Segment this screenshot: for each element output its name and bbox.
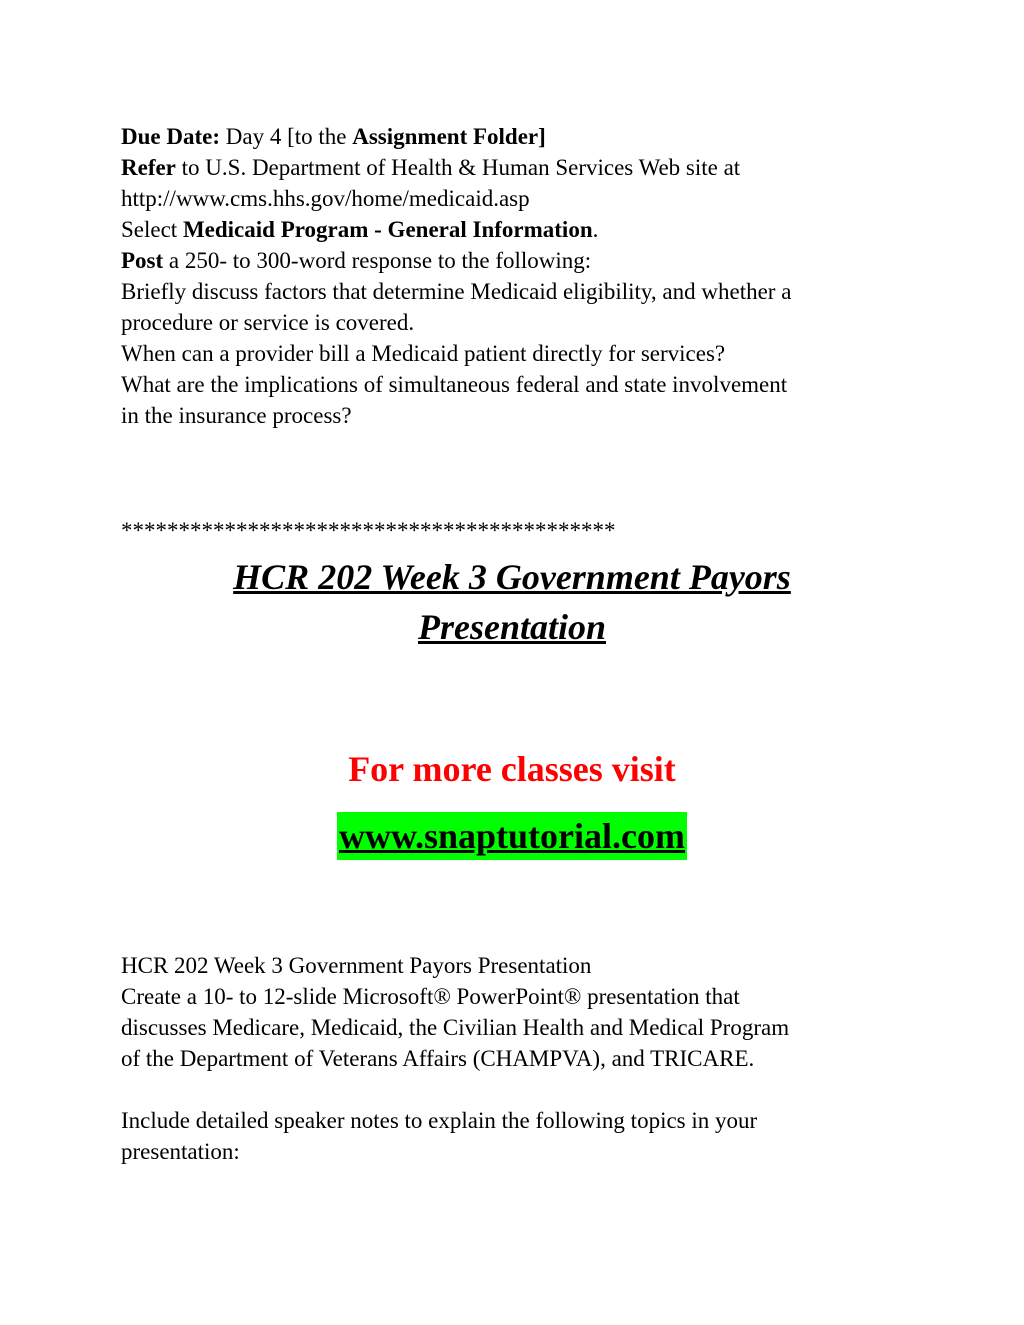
question-1-line-1: Briefly discuss factors that determine Medicaid eligibility, and whether a bbox=[121, 279, 792, 304]
promo-link-wrap bbox=[0, 812, 1024, 860]
question-2-line: When can a provider bill a Medicaid patient directly for services? bbox=[121, 341, 726, 366]
description-title: HCR 202 Week 3 Government Payors Presentation bbox=[121, 953, 592, 978]
question-3-line-1: What are the implications of simultaneous federal and state involvement bbox=[121, 372, 788, 397]
refer-label: Refer bbox=[121, 155, 176, 180]
refer-text: to U.S. Department of Health & Human Services Web site at bbox=[175, 155, 741, 180]
select-text: Select bbox=[121, 217, 183, 242]
post-text: a 250- to 300-word response to the following: bbox=[163, 248, 592, 273]
assignment-folder-text: Assignment Folder] bbox=[352, 124, 546, 149]
assignment-instructions bbox=[121, 121, 921, 431]
due-date-text: Day 4 [to the bbox=[220, 124, 353, 149]
due-date-line bbox=[121, 121, 921, 152]
paragraph-gap bbox=[121, 1074, 921, 1105]
description-line-2: discusses Medicare, Medicaid, the Civilian Health and Medical Program bbox=[121, 1015, 790, 1040]
heading-line-1: HCR 202 Week 3 Government Payors bbox=[233, 557, 791, 597]
description-line-1: Create a 10- to 12-slide Microsoft® PowerPoint® presentation that bbox=[121, 984, 740, 1009]
snaptutorial-link[interactable]: www.snaptutorial.com bbox=[337, 812, 687, 860]
post-line bbox=[121, 245, 921, 276]
select-period: . bbox=[592, 217, 599, 242]
description-line-3: of the Department of Veterans Affairs (CHAMPVA), and TRICARE. bbox=[121, 1046, 755, 1071]
question-1-line-2: procedure or service is covered. bbox=[121, 310, 415, 335]
due-date-label: Due Date: bbox=[121, 124, 220, 149]
select-line bbox=[121, 214, 921, 245]
presentation-description bbox=[121, 950, 921, 1167]
medicaid-program-text: Medicaid Program - General Information bbox=[182, 217, 593, 242]
url-line: http://www.cms.hhs.gov/home/medicaid.asp bbox=[121, 186, 530, 211]
asterisk-separator: ******************************************* bbox=[121, 518, 616, 543]
post-label: Post bbox=[121, 248, 164, 273]
refer-line bbox=[121, 152, 921, 183]
heading-line-2: Presentation bbox=[417, 607, 606, 647]
question-3-line-2: in the insurance process? bbox=[121, 403, 352, 428]
speaker-notes-line-1: Include detailed speaker notes to explain the following topics in your bbox=[121, 1108, 758, 1133]
speaker-notes-line-2: presentation: bbox=[121, 1139, 240, 1164]
promo-text: For more classes visit bbox=[348, 749, 676, 789]
